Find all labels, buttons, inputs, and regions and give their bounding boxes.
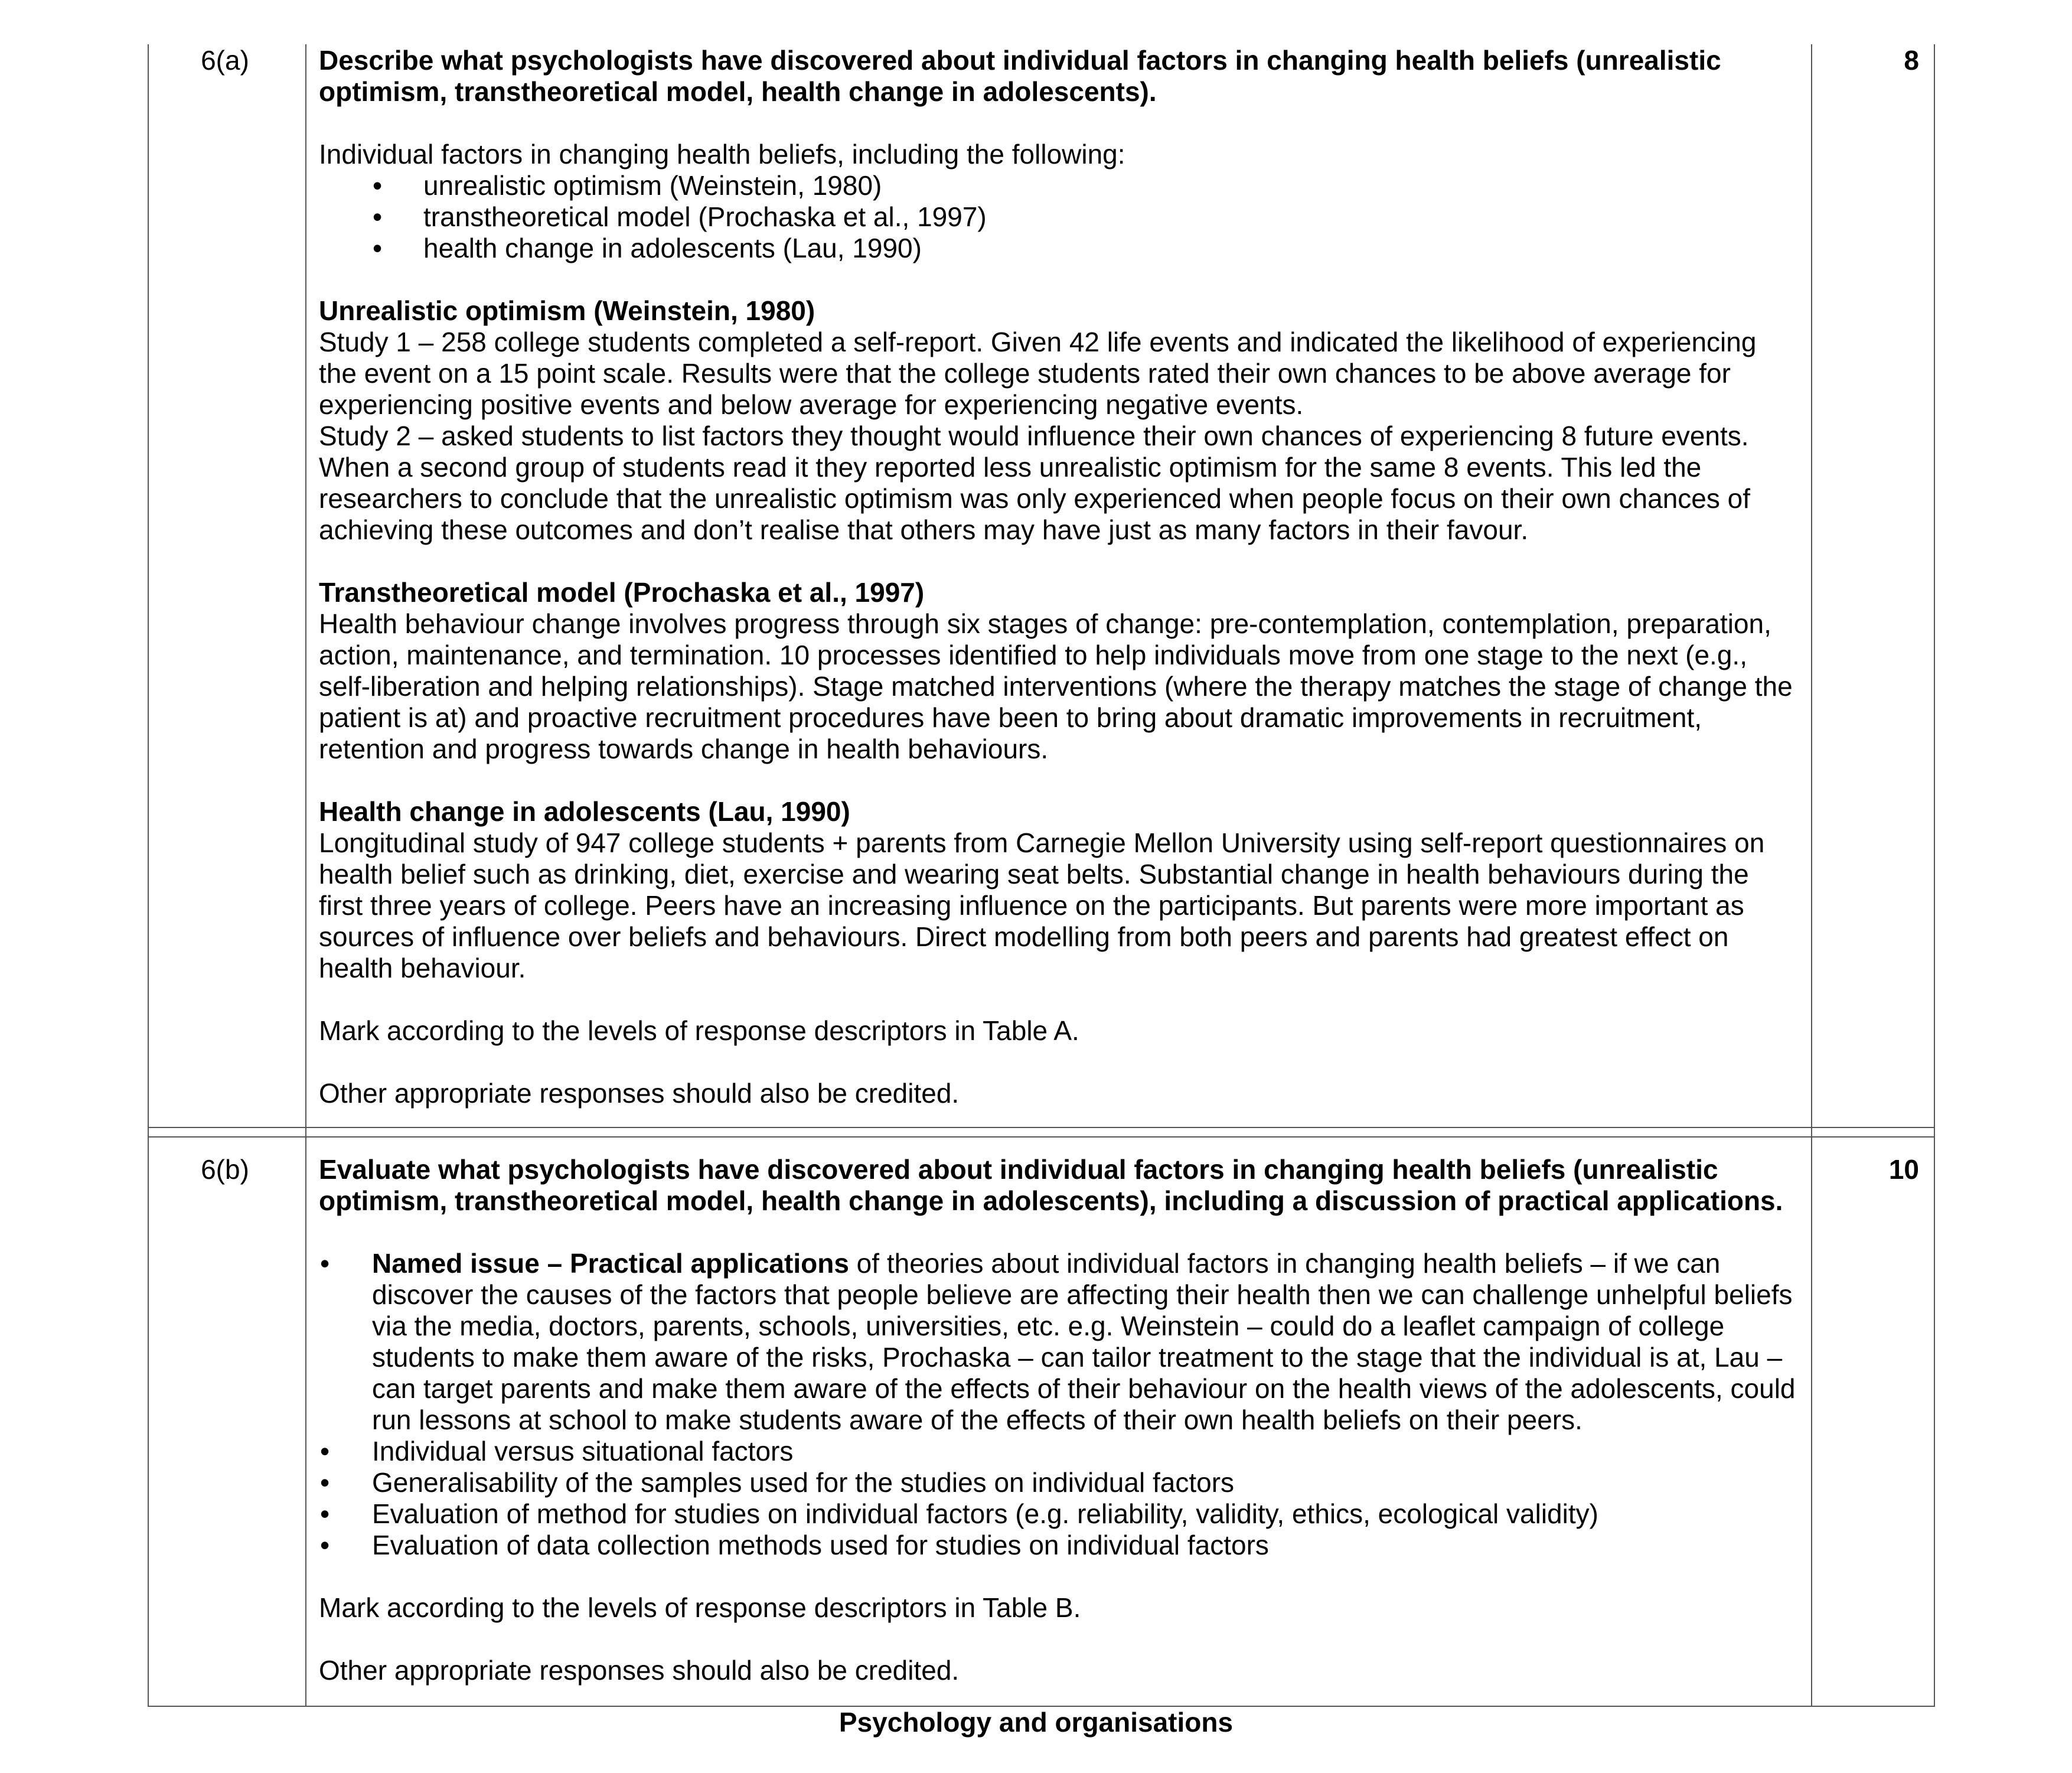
list-item [319, 170, 1813, 201]
text-line: Health behaviour change involves progress through six stages of change: pre-contemplation, contemplation, preparation, [319, 608, 1771, 639]
question-6a-factor-list [319, 170, 1813, 264]
bullet-icon: • [320, 1436, 330, 1466]
question-6a-content [319, 45, 1813, 1109]
next-section-title: Psychology and organisations [838, 1707, 1234, 1738]
text-line: the event on a 15 point scale. Results were that the college students rated their own chances to be above average for [319, 358, 1731, 389]
bullet-icon: • [320, 1498, 330, 1529]
text-line: self-liberation and helping relationships). Stage matched interventions (where the therapy matches the stage of change the [319, 671, 1793, 702]
text-line: When a second group of students read it they reported less unrealistic optimism for the same 8 events. This led the [319, 452, 1702, 483]
list-item [319, 1530, 1813, 1561]
table-left-border [148, 44, 149, 1707]
bullet-icon: • [373, 201, 383, 232]
section-heading-unrealistic-optimism: Unrealistic optimism (Weinstein, 1980) [319, 295, 815, 326]
row-divider-top [148, 1127, 1935, 1128]
question-6a-prompt: Describe what psychologists have discovered about individual factors in changing health beliefs (unrealistic optimism, transtheoretical model, health change in adolescents). [319, 45, 1721, 107]
text-line: experiencing positive events and below average for experiencing negative events. [319, 389, 1304, 420]
list-item [319, 1436, 1813, 1467]
list-item-text: health change in adolescents (Lau, 1990) [423, 233, 922, 263]
marks-6b: 10 [1888, 1154, 1919, 1185]
text-line: run lessons at school to make students aware of the effects of their own health beliefs on their peers. [372, 1404, 1582, 1435]
text-line: sources of influence over beliefs and behaviours. Direct modelling from both peers and parents had greatest effect on [319, 921, 1729, 952]
bullet-icon: • [373, 233, 383, 263]
list-item-text: Evaluation of data collection methods used for studies on individual factors [372, 1530, 1269, 1560]
list-item [319, 1467, 1813, 1498]
other-responses-note-6a: Other appropriate responses should also be credited. [319, 1078, 960, 1109]
text-line: Study 2 – asked students to list factors they thought would influence their own chances of experiencing 8 future events. [319, 421, 1749, 451]
list-item-text: Evaluation of method for studies on individual factors (e.g. reliability, validity, ethics, ecological validity) [372, 1498, 1598, 1529]
other-responses-note-6b: Other appropriate responses should also be credited. [319, 1655, 960, 1686]
list-item-text: of theories about individual factors in changing health beliefs – if we can [849, 1248, 1721, 1279]
mark-scheme-note-6a: Mark according to the levels of response descriptors in Table A. [319, 1015, 1079, 1046]
section-heading-health-change-adolescents: Health change in adolescents (Lau, 1990) [319, 796, 850, 827]
list-item [319, 1248, 1813, 1436]
text-line: students to make them aware of the risks, Prochaska – can tailor treatment to the stage that the individual is at, Lau – [372, 1342, 1783, 1373]
text-line: Longitudinal study of 947 college students + parents from Carnegie Mellon University using self-report questionnaires on [319, 827, 1765, 858]
mark-scheme-note-6b: Mark according to the levels of response descriptors in Table B. [319, 1592, 1081, 1623]
text-line: can target parents and make them aware of the effects of their behaviour on the health views of the adolescents, could [372, 1373, 1796, 1404]
list-item [319, 201, 1813, 233]
question-number-6b: 6(b) [201, 1154, 249, 1185]
bullet-icon: • [373, 170, 383, 201]
question-6b-evaluation-list [319, 1248, 1813, 1561]
text-line: via the media, doctors, parents, schools, universities, etc. e.g. Weinstein – could do a leaflet campaign of college [372, 1311, 1725, 1341]
bullet-icon: • [320, 1467, 330, 1498]
list-item-text: transtheoretical model (Prochaska et al., 1997) [423, 201, 987, 232]
text-line: patient is at) and proactive recruitment procedures have been to bring about dramatic improvements in recruitment, [319, 702, 1702, 733]
list-item-text: Generalisability of the samples used for the studies on individual factors [372, 1467, 1235, 1498]
named-issue-label: Named issue – Practical applications [372, 1248, 849, 1279]
text-line: Study 1 – 258 college students completed a self-report. Given 42 life events and indicated the likelihood of experiencing [319, 327, 1757, 357]
list-item [319, 233, 1813, 264]
text-line: discover the causes of the factors that people believe are affecting their health then we can challenge unhelpful beliefs [372, 1279, 1793, 1310]
list-item-text: unrealistic optimism (Weinstein, 1980) [423, 170, 882, 201]
table-right-border [1934, 44, 1935, 1707]
text-line: action, maintenance, and termination. 10 processes identified to help individuals move from one stage to the next (e.g., [319, 640, 1747, 670]
text-line: researchers to conclude that the unrealistic optimism was only experienced when people focus on their own chances of [319, 483, 1751, 514]
marks-6a: 8 [1904, 45, 1919, 76]
text-line: retention and progress towards change in health behaviours. [319, 734, 1049, 764]
question-6b-prompt: Evaluate what psychologists have discovered about individual factors in changing health beliefs (unrealistic optimism, transtheoretical model, health change in adolescents), including a discussion of practical applications. [319, 1154, 1783, 1216]
text-line: first three years of college. Peers have an increasing influence on the participants. But parents were more important as [319, 890, 1744, 921]
question-number-6a: 6(a) [201, 45, 249, 76]
text-line: health belief such as drinking, diet, exercise and wearing seat belts. Substantial change in health behaviours during the [319, 859, 1749, 889]
text-line: achieving these outcomes and don’t realise that others may have just as many factors in their favour. [319, 514, 1529, 545]
list-item-text: Individual versus situational factors [372, 1436, 794, 1466]
question-6a-intro: Individual factors in changing health beliefs, including the following: [319, 139, 1125, 170]
section-heading-transtheoretical-model: Transtheoretical model (Prochaska et al., 1997) [319, 577, 925, 608]
bullet-icon: • [320, 1530, 330, 1560]
column-divider-number [305, 44, 306, 1707]
list-item [319, 1498, 1813, 1530]
row-divider-bottom [148, 1136, 1935, 1138]
bullet-icon: • [320, 1248, 330, 1279]
question-6b-content [319, 1154, 1813, 1686]
text-line: health behaviour. [319, 953, 526, 983]
